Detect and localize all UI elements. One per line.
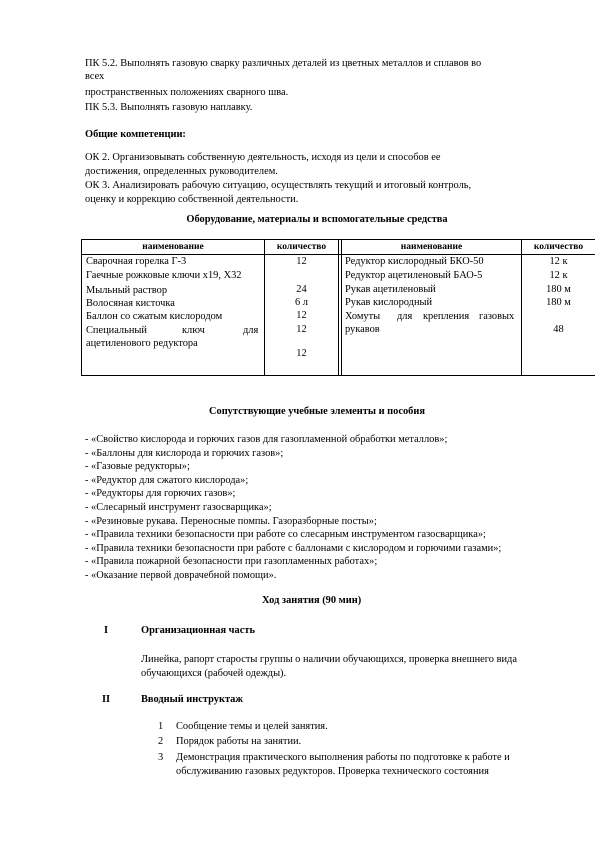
- ok2-line1: ОК 2. Организовывать собственную деятельность, исходя из цели и способов ее: [85, 152, 441, 163]
- clamps-word1: Хомуты: [345, 311, 381, 322]
- left-qty-1: 12: [296, 256, 307, 267]
- left-item-2: Гаечные рожковые ключи х19, Х32: [86, 270, 242, 281]
- aids-item-1: - «Свойство кислорода и горючих газов для газопламенной обработки металлов»;: [85, 434, 448, 445]
- header-qty-left: количество: [276, 242, 327, 252]
- ok3-line2: оценку и коррекцию собственной деятельности.: [85, 194, 299, 205]
- section-1-text-line2: обучающихся (рабочей одежды).: [141, 668, 287, 679]
- special-key-word2: ключ: [182, 325, 205, 336]
- left-item-3: Мыльный раствор: [86, 285, 168, 296]
- clamps-word2: для: [397, 311, 413, 322]
- header-qty-right: количество: [533, 242, 584, 252]
- section-1-title: Организационная часть: [141, 625, 255, 636]
- step-2-number: 2: [158, 736, 164, 747]
- section-1-number: I: [104, 625, 109, 636]
- section-2-number: II: [102, 694, 111, 705]
- right-item-6: рукавов: [345, 324, 380, 335]
- pk-5-2-line2: всех: [85, 71, 105, 82]
- general-competences-title: Общие компетенции:: [85, 129, 186, 140]
- step-1-text: Сообщение темы и целей занятия.: [176, 721, 328, 732]
- right-item-1: Редуктор кислородный БКО-50: [345, 256, 484, 267]
- pk-5-3: ПК 5.3. Выполнять газовую наплавку.: [85, 102, 253, 113]
- aids-item-6: - «Слесарный инструмент газосварщика»;: [85, 501, 272, 513]
- step-2-text: Порядок работы на занятии.: [176, 736, 302, 747]
- left-item-1: Сварочная горелка Г-3: [86, 256, 187, 267]
- left-qty-8: 12: [296, 348, 307, 359]
- right-qty-6: 48: [553, 324, 564, 335]
- table-col-line-0: [81, 239, 82, 375]
- right-qty-3: 180 м: [546, 284, 571, 295]
- aids-item-8: - «Правила техники безопасности при работе со слесарным инструментом газосварщика»;: [85, 529, 486, 541]
- right-item-3: Рукав ацетиленовый: [345, 284, 436, 295]
- ok3-line1: ОК 3. Анализировать рабочую ситуацию, осуществлять текущий и итоговый контроль,: [85, 180, 472, 191]
- left-qty-5: 12: [296, 310, 307, 321]
- table-col-line-2a: [338, 239, 339, 375]
- aids-item-11: - «Оказание первой доврачебной помощи».: [85, 569, 277, 581]
- left-item-7: ацетиленового редуктора: [86, 338, 198, 349]
- left-item-5: Баллон со сжатым кислородом: [86, 311, 223, 322]
- pk-5-2-line1: ПК 5.2. Выполнять газовую сварку различных деталей из цветных металлов и сплавов во: [85, 58, 482, 69]
- header-name-right: наименование: [400, 242, 463, 252]
- special-key-word1: Специальный: [86, 325, 147, 336]
- ok2-line2: достижения, определенных руководителем.: [85, 166, 278, 177]
- aids-title: Сопутствующие учебные элементы и пособия: [209, 406, 425, 417]
- right-item-4: Рукав кислородный: [345, 297, 433, 308]
- special-key-word3: для: [243, 325, 259, 336]
- aids-item-7: - «Резиновые рукава. Переносные помпы. Газоразборные посты»;: [85, 515, 377, 527]
- header-name-left: наименование: [142, 242, 204, 252]
- equipment-title: Оборудование, материалы и вспомогательные средства: [186, 214, 448, 225]
- aids-item-4: - «Редуктор для сжатого кислорода»;: [85, 474, 249, 486]
- left-qty-6: 12: [296, 324, 307, 335]
- step-3-text-cont: обслуживанию газовых редукторов. Проверка технического состояния: [176, 766, 489, 777]
- right-qty-2: 12 к: [549, 270, 568, 281]
- step-3-number: 3: [158, 752, 164, 763]
- aids-item-10: - «Правила пожарной безопасности при газопламенных работах»;: [85, 556, 378, 568]
- right-qty-1: 12 к: [549, 256, 568, 267]
- aids-list: [85, 433, 501, 583]
- table-border-bottom: [81, 375, 595, 376]
- aids-item-9: - «Правила техники безопасности при работе с баллонами с кислородом и горючими газами»;: [85, 542, 502, 554]
- aids-item-2: - «Баллоны для кислорода и горючих газов»;: [85, 447, 284, 459]
- left-qty-3: 24: [296, 284, 307, 295]
- pk-5-2-line3: пространственных положениях сварного шва.: [85, 87, 289, 98]
- right-item-2: Редуктор ацетиленовый БАО-5: [345, 270, 483, 281]
- aids-item-3: - «Газовые редукторы»;: [85, 461, 190, 473]
- clamps-word4: газовых: [479, 311, 515, 322]
- table-col-line-2b: [341, 239, 342, 375]
- left-qty-4: 6 л: [295, 297, 308, 308]
- clamps-word3: крепления: [423, 311, 470, 322]
- right-qty-4: 180 м: [546, 297, 571, 308]
- left-item-4: Волосяная кисточка: [86, 298, 175, 309]
- lesson-title: Ход занятия (90 мин): [262, 595, 362, 606]
- aids-item-5: - «Редукторы для горючих газов»;: [85, 488, 236, 500]
- step-1-number: 1: [158, 721, 164, 732]
- section-1-text-line1: Линейка, рапорт старосты группы о наличии обучающихся, проверка внешнего вида: [141, 654, 517, 665]
- step-3-text: Демонстрация практического выполнения работы по подготовке к работе и: [176, 752, 510, 763]
- section-2-title: Вводный инструктаж: [141, 694, 243, 705]
